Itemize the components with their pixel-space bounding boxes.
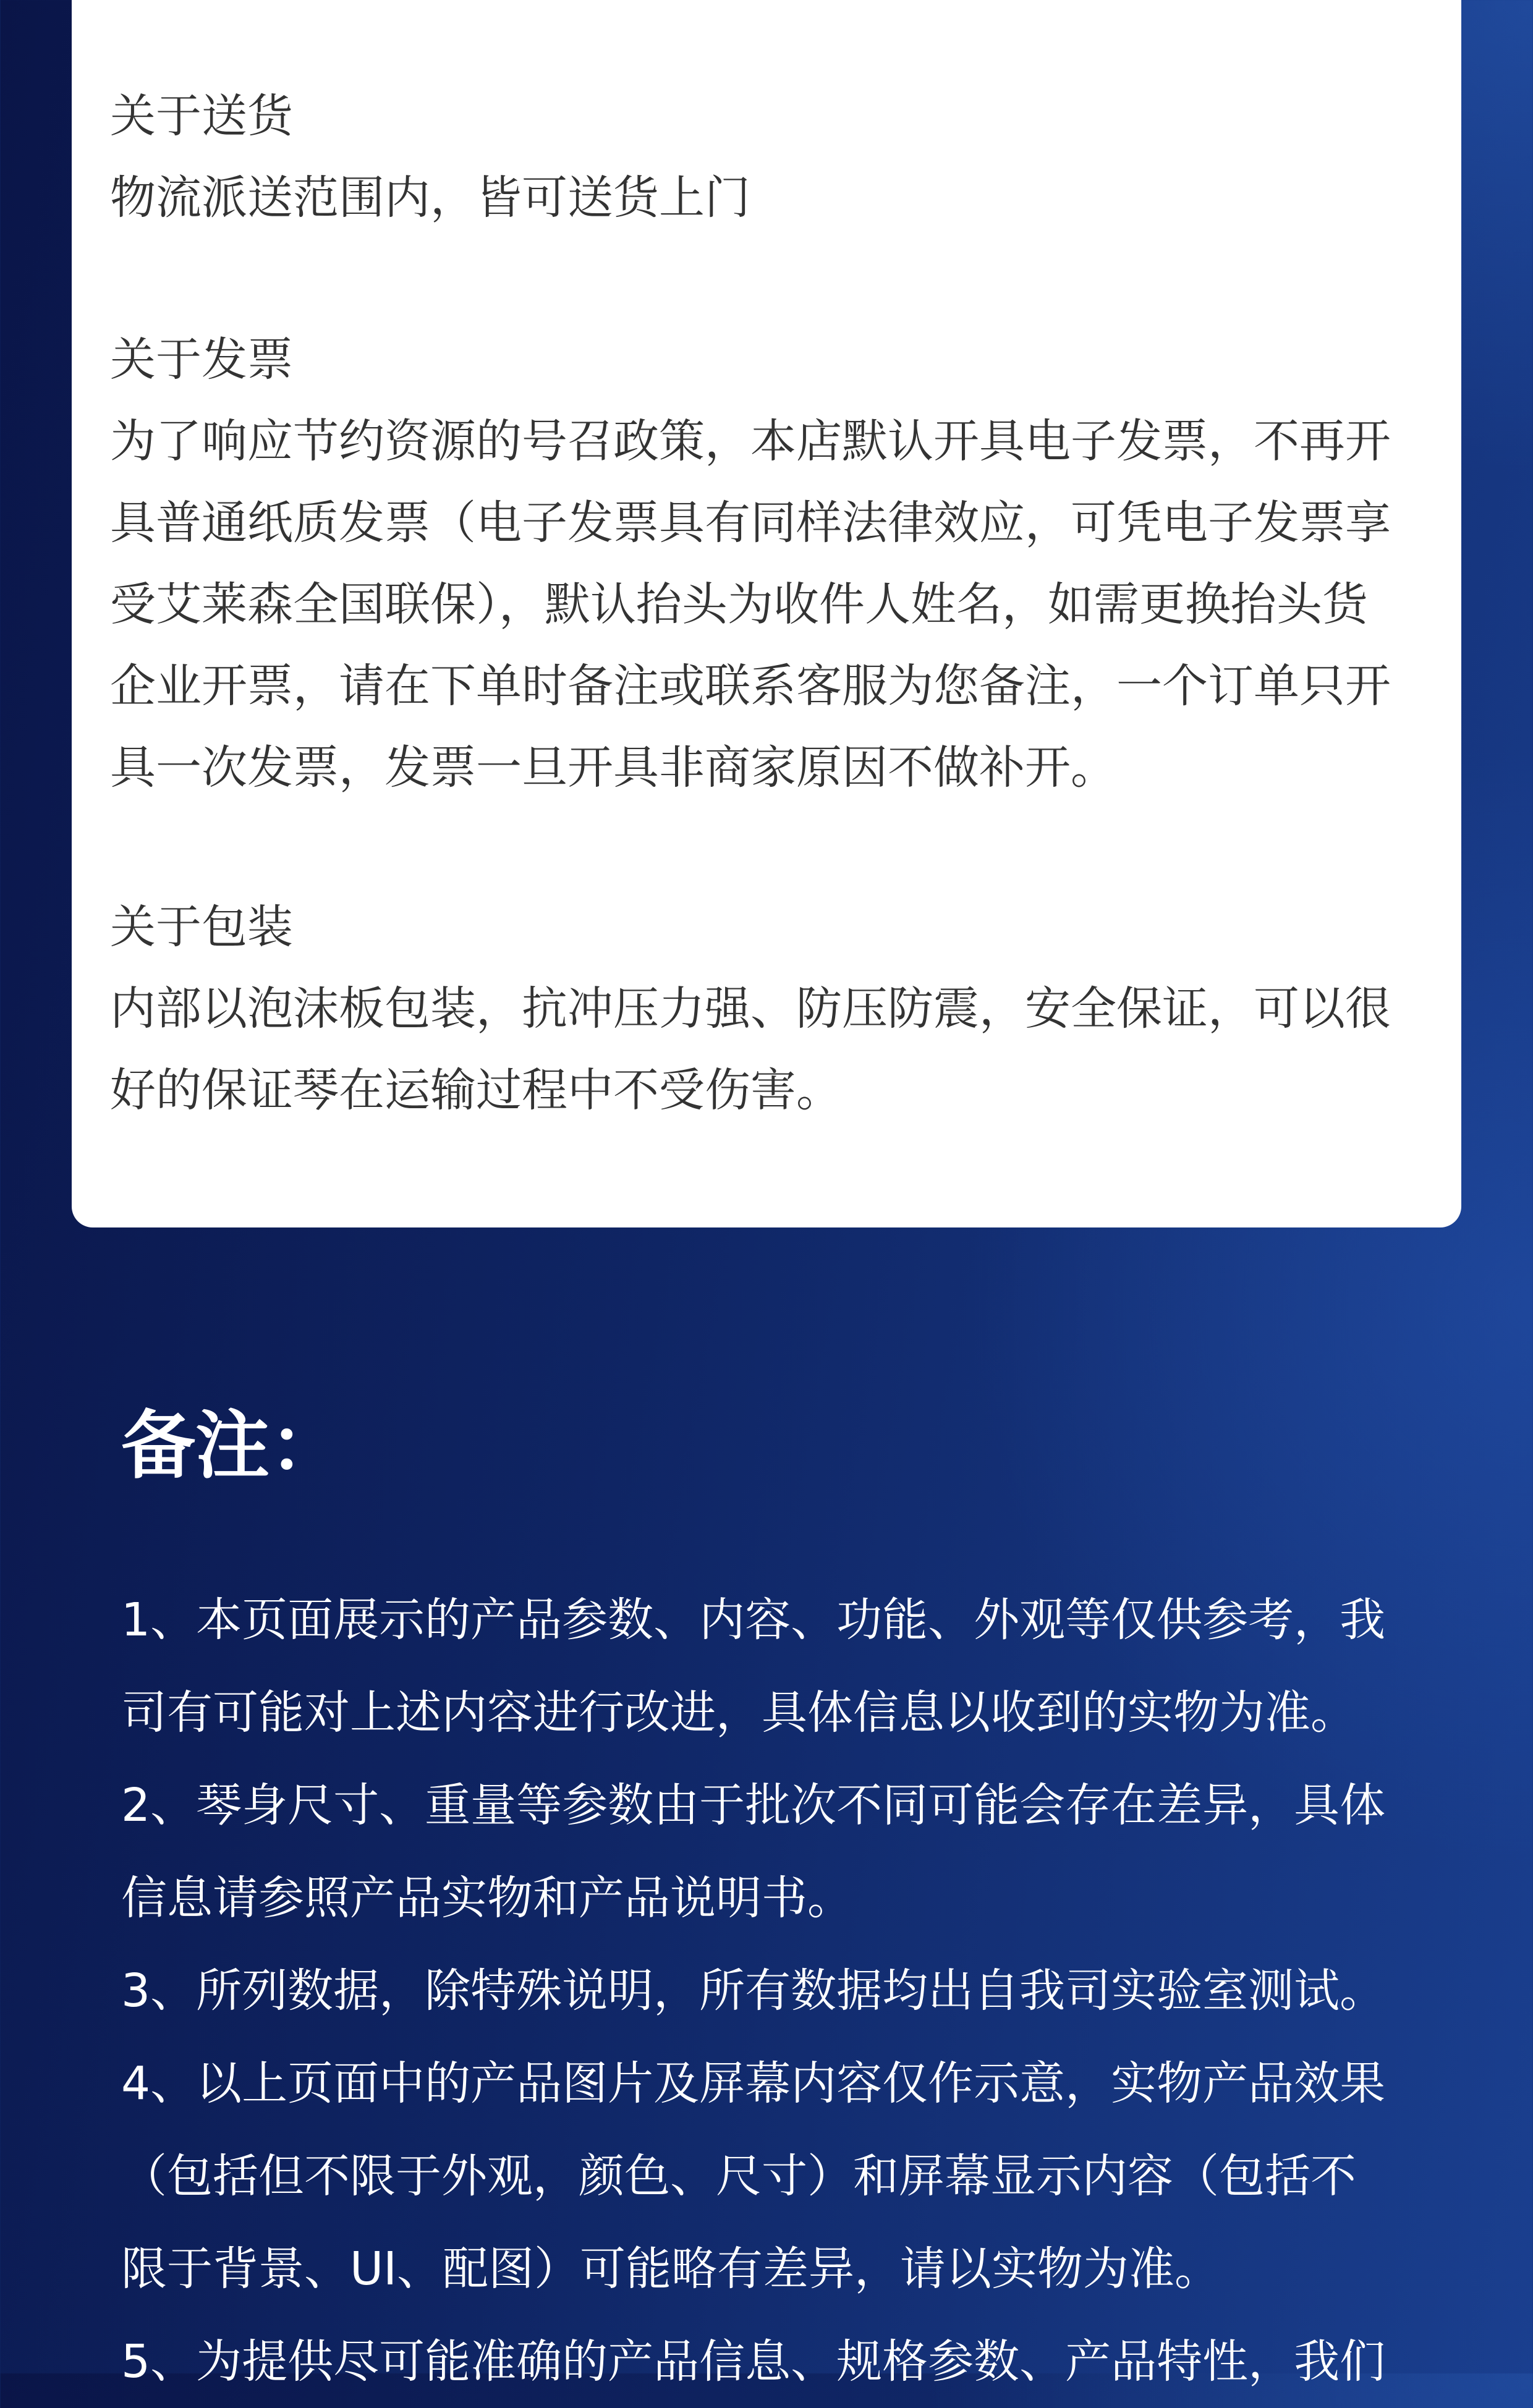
note-line: 2、琴身尺寸、重量等参数由于批次不同可能会存在差异，具体 xyxy=(121,1779,1386,1832)
packaging-heading: 关于包装 xyxy=(110,901,293,954)
packaging-line: 好的保证琴在运输过程中不受伤害。 xyxy=(110,1064,842,1117)
note-line: 司有可能对上述内容进行改进，具体信息以收到的实物为准。 xyxy=(121,1686,1356,1739)
packaging-line: 内部以泡沫板包装，抗冲压力强、防压防震，安全保证，可以很 xyxy=(110,982,1391,1035)
note-line: 5、为提供尽可能准确的产品信息、规格参数、产品特性，我们 xyxy=(121,2335,1386,2388)
notes-list xyxy=(121,1574,1432,2408)
invoice-line: 具一次发票，发票一旦开具非商家原因不做补开。 xyxy=(110,741,1116,794)
note-line: 信息请参照产品实物和产品说明书。 xyxy=(121,1872,853,1925)
note-line: 限于背景、UI、配图）可能略有差异，请以实物为准。 xyxy=(121,2242,1220,2296)
note-line: 1、本页面展示的产品参数、内容、功能、外观等仅供参考，我 xyxy=(121,1593,1386,1647)
info-card xyxy=(72,0,1461,1227)
notes-title: 备注： xyxy=(121,1403,344,1489)
packaging-section xyxy=(110,886,1482,1131)
invoice-heading: 关于发票 xyxy=(110,333,293,386)
delivery-line: 物流派送范围内，皆可送货上门 xyxy=(110,171,750,224)
note-line: 4、以上页面中的产品图片及屏幕内容仅作示意，实物产品效果 xyxy=(121,2057,1386,2110)
invoice-line: 为了响应节约资源的号召政策，本店默认开具电子发票，不再开 xyxy=(110,415,1391,468)
invoice-line: 受艾莱森全国联保），默认抬头为收件人姓名，如需更换抬头货 xyxy=(110,578,1368,631)
invoice-line: 具普通纸质发票（电子发票具有同样法律效应，可凭电子发票享 xyxy=(110,496,1391,549)
note-line: （包括但不限于外观，颜色、尺寸）和屏幕显示内容（包括不 xyxy=(121,2150,1356,2203)
delivery-heading: 关于送货 xyxy=(110,90,293,143)
invoice-section xyxy=(110,319,1482,808)
note-line: 3、所列数据，除特殊说明，所有数据均出自我司实验室测试。 xyxy=(121,1964,1386,2017)
delivery-section xyxy=(110,75,1482,239)
invoice-line: 企业开票，请在下单时备注或联系客服为您备注，一个订单只开 xyxy=(110,659,1391,713)
